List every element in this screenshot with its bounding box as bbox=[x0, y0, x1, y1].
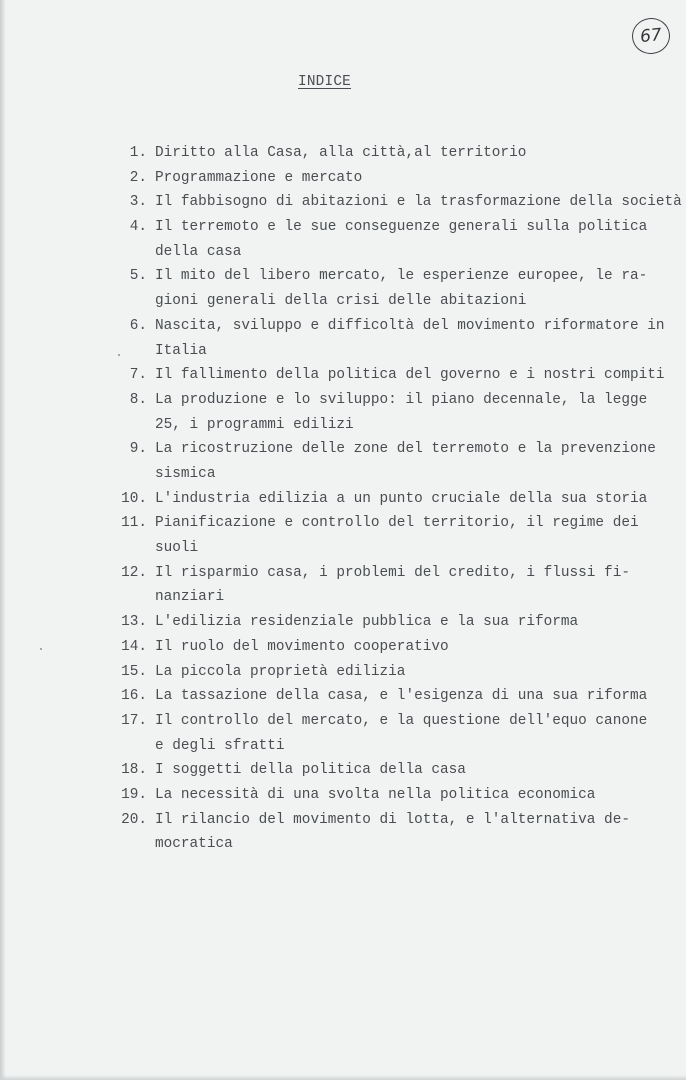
entry-number: 7. bbox=[129, 367, 147, 384]
page-number-text: 67 bbox=[639, 24, 663, 48]
toc-entry bbox=[0, 515, 686, 564]
entry-text-line: La produzione e lo sviluppo: il piano decennale, la legge bbox=[155, 391, 648, 408]
entry-number: 1. bbox=[129, 145, 147, 161]
entry-text-line: gioni generali della crisi delle abitazioni bbox=[155, 293, 527, 310]
toc-entry bbox=[0, 639, 686, 664]
toc-entry bbox=[0, 713, 686, 762]
entry-text-line: Pianificazione e controllo del territorio, il regime dei bbox=[155, 515, 639, 532]
entry-text-line: e degli sfratti bbox=[155, 737, 285, 754]
entry-text-line: La tassazione della casa, e l'esigenza di una sua riforma bbox=[155, 688, 648, 705]
entry-text-line: suoli bbox=[155, 540, 199, 557]
paper-speck bbox=[118, 354, 120, 356]
entry-number: 13. bbox=[121, 614, 147, 631]
entry-text-line: La necessità di una svolta nella politica economica bbox=[155, 787, 596, 803]
toc-entry bbox=[0, 565, 686, 614]
entry-text-line: L'edilizia residenziale pubblica e la sua riforma bbox=[155, 614, 579, 631]
entry-number: 10. bbox=[121, 490, 147, 507]
entry-text-line: della casa bbox=[155, 243, 242, 260]
entry-number: 18. bbox=[121, 762, 147, 779]
toc-entry bbox=[0, 762, 686, 787]
entry-text-line: 25, i programmi edilizi bbox=[155, 416, 354, 433]
entry-text-line: La ricostruzione delle zone del terremoto e la prevenzione bbox=[155, 441, 656, 458]
entry-text-line: sismica bbox=[155, 466, 216, 482]
entry-number: 16. bbox=[121, 688, 147, 705]
toc-entry bbox=[0, 170, 686, 195]
entry-number: 5. bbox=[129, 268, 147, 285]
entry-number: 11. bbox=[121, 515, 147, 532]
entry-text-line: I soggetti della politica della casa bbox=[155, 762, 466, 779]
entry-text-line: Italia bbox=[155, 342, 207, 359]
toc-entry bbox=[0, 491, 686, 516]
entry-number: 2. bbox=[129, 169, 147, 186]
entry-text-line: Il terremoto e le sue conseguenze generali sulla politica bbox=[155, 219, 648, 236]
entry-number: 20. bbox=[121, 811, 147, 828]
paper-speck bbox=[40, 648, 42, 650]
entry-text-line: Nascita, sviluppo e difficoltà del movimento riformatore in bbox=[155, 317, 665, 334]
entry-text-line: Il ruolo del movimento cooperativo bbox=[155, 638, 449, 655]
toc-entry bbox=[0, 664, 686, 689]
entry-text-line: Diritto alla Casa, alla città,al territorio bbox=[155, 145, 527, 161]
entry-number: 12. bbox=[121, 564, 147, 581]
entry-text-line: Il fallimento della politica del governo e i nostri compiti bbox=[155, 367, 665, 384]
entry-text-line: Il controllo del mercato, e la questione dell'equo canone bbox=[155, 712, 648, 729]
entry-number: 9. bbox=[129, 441, 147, 458]
toc-entry bbox=[0, 145, 686, 170]
entry-text-line: La piccola proprietà edilizia bbox=[155, 663, 406, 680]
toc-entry bbox=[0, 812, 686, 861]
toc-entry bbox=[0, 392, 686, 441]
handwritten-page-number bbox=[630, 16, 672, 56]
entry-number: 14. bbox=[121, 638, 147, 655]
entry-text-line: nanziari bbox=[155, 589, 225, 606]
entry-number: 8. bbox=[129, 391, 147, 408]
toc-entry bbox=[0, 219, 686, 268]
page-bottom-shadow bbox=[0, 1075, 686, 1080]
table-of-contents bbox=[0, 145, 686, 861]
toc-entry bbox=[0, 318, 686, 367]
entry-text-line: mocratica bbox=[155, 836, 233, 853]
entry-text-line: Il rilancio del movimento di lotta, e l'alternativa de- bbox=[155, 811, 630, 828]
entry-text-line: Il mito del libero mercato, le esperienze europee, le ra- bbox=[155, 268, 648, 285]
entry-text-line: Il risparmio casa, i problemi del credito, i flussi fi- bbox=[155, 564, 630, 581]
toc-entry bbox=[0, 688, 686, 713]
toc-entry bbox=[0, 787, 686, 812]
entry-text-line: Il fabbisogno di abitazioni e la trasformazione della società bbox=[155, 194, 682, 211]
entry-number: 19. bbox=[121, 787, 147, 803]
entry-number: 4. bbox=[129, 219, 147, 236]
entry-number: 17. bbox=[121, 712, 147, 729]
entry-number: 15. bbox=[121, 663, 147, 680]
toc-entry bbox=[0, 367, 686, 392]
entry-number: 6. bbox=[129, 317, 147, 334]
entry-number: 3. bbox=[129, 194, 147, 211]
toc-entry bbox=[0, 441, 686, 490]
toc-entry bbox=[0, 268, 686, 317]
page-title: INDICE bbox=[298, 74, 352, 90]
entry-text-line: L'industria edilizia a un punto cruciale della sua storia bbox=[155, 490, 648, 507]
toc-entry bbox=[0, 614, 686, 639]
toc-entry bbox=[0, 194, 686, 219]
entry-text-line: Programmazione e mercato bbox=[155, 169, 363, 186]
